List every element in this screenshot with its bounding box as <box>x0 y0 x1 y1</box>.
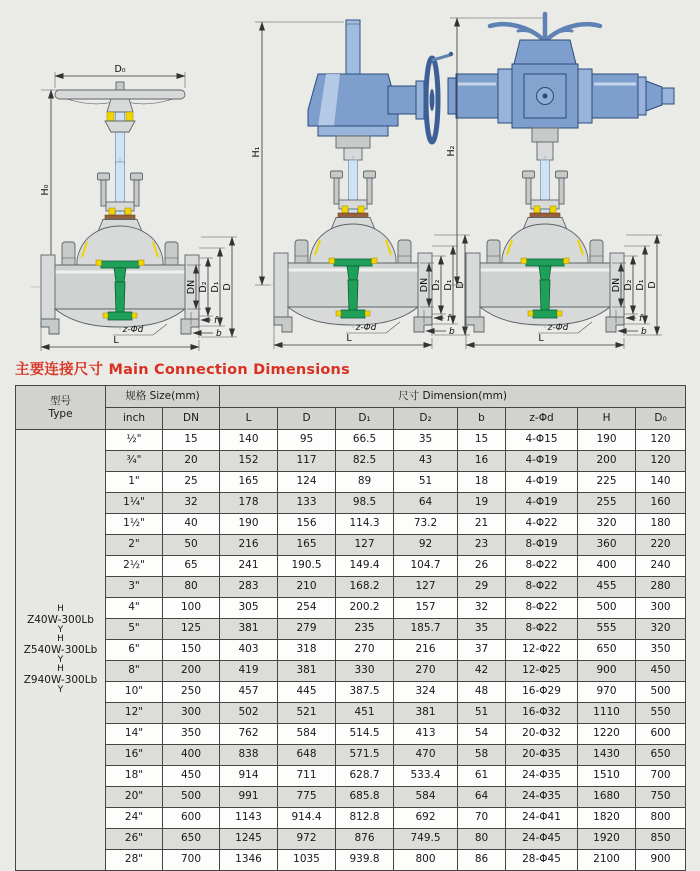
table-cell: 120 <box>636 451 686 472</box>
table-cell: 29 <box>458 577 506 598</box>
type-cell <box>16 430 106 871</box>
table-cell: 10" <box>106 682 163 703</box>
table-cell: 320 <box>636 619 686 640</box>
table-cell: 240 <box>636 556 686 577</box>
table-cell: 21 <box>458 514 506 535</box>
table-cell: 700 <box>636 766 686 787</box>
table-cell: 225 <box>578 472 636 493</box>
table-cell: 762 <box>220 724 278 745</box>
table-cell: 180 <box>636 514 686 535</box>
table-cell: 70 <box>458 808 506 829</box>
table-body <box>16 430 686 871</box>
header-l: L <box>220 408 278 430</box>
table-cell: 1510 <box>578 766 636 787</box>
table-cell: 1035 <box>278 850 336 871</box>
table-cell: 190 <box>220 514 278 535</box>
header-z-phi-d: z-Φd <box>506 408 578 430</box>
table-cell: 445 <box>278 682 336 703</box>
table-cell: 100 <box>163 598 220 619</box>
table-cell: 692 <box>394 808 458 829</box>
table-cell: 51 <box>394 472 458 493</box>
header-dn: DN <box>163 408 220 430</box>
table-cell: 15 <box>458 430 506 451</box>
table-cell: 914 <box>220 766 278 787</box>
table-cell: 330 <box>336 661 394 682</box>
table-cell: 4-Φ19 <box>506 493 578 514</box>
table-cell: 165 <box>220 472 278 493</box>
table-cell: 4-Φ19 <box>506 472 578 493</box>
table-cell: 1430 <box>578 745 636 766</box>
table-cell: 64 <box>394 493 458 514</box>
table-cell: 514.5 <box>336 724 394 745</box>
table-row <box>16 514 686 535</box>
table-cell: 300 <box>636 598 686 619</box>
table-cell: 200 <box>578 451 636 472</box>
table-cell: 16-Φ32 <box>506 703 578 724</box>
table-cell: 521 <box>278 703 336 724</box>
header-dimension-group: 尺寸 Dimension(mm) <box>220 386 686 408</box>
type-line: Y <box>57 655 64 665</box>
table-cell: 23 <box>458 535 506 556</box>
table-cell: 750 <box>636 787 686 808</box>
table-cell: 400 <box>163 745 220 766</box>
table-cell: 66.5 <box>336 430 394 451</box>
table-cell: 14" <box>106 724 163 745</box>
header-b: b <box>458 408 506 430</box>
table-cell: 250 <box>163 682 220 703</box>
gear-valve-drawing <box>248 12 470 352</box>
table-cell: 150 <box>163 640 220 661</box>
table-row <box>16 682 686 703</box>
table-cell: 37 <box>458 640 506 661</box>
table-cell: 381 <box>278 661 336 682</box>
table-cell: 160 <box>636 493 686 514</box>
table-cell: 648 <box>278 745 336 766</box>
table-cell: 25 <box>163 472 220 493</box>
table-cell: 700 <box>163 850 220 871</box>
table-cell: 550 <box>636 703 686 724</box>
table-row <box>16 703 686 724</box>
table-cell: 255 <box>578 493 636 514</box>
table-cell: 318 <box>278 640 336 661</box>
header-d: D <box>278 408 336 430</box>
table-cell: 1245 <box>220 829 278 850</box>
table-cell: 775 <box>278 787 336 808</box>
table-row <box>16 577 686 598</box>
table-cell: 584 <box>394 787 458 808</box>
table-cell: 387.5 <box>336 682 394 703</box>
table-cell: 98.5 <box>336 493 394 514</box>
table-cell: 24-Φ45 <box>506 829 578 850</box>
table-cell: 360 <box>578 535 636 556</box>
table-cell: 127 <box>336 535 394 556</box>
type-line: Z940W-300Lb <box>23 674 98 686</box>
table-cell: 61 <box>458 766 506 787</box>
table-cell: 28-Φ45 <box>506 850 578 871</box>
table-cell: 18 <box>458 472 506 493</box>
table-cell: 650 <box>636 745 686 766</box>
table-cell: 140 <box>636 472 686 493</box>
type-line: H <box>57 664 64 674</box>
table-cell: 711 <box>278 766 336 787</box>
table-cell: 500 <box>636 682 686 703</box>
table-cell: 140 <box>220 430 278 451</box>
table-cell: 8-Φ22 <box>506 556 578 577</box>
table-cell: 555 <box>578 619 636 640</box>
table-cell: 305 <box>220 598 278 619</box>
table-cell: 165 <box>278 535 336 556</box>
table-cell: 1¼" <box>106 493 163 514</box>
table-cell: 1920 <box>578 829 636 850</box>
table-cell: 200.2 <box>336 598 394 619</box>
table-header <box>16 386 686 430</box>
table-cell: 650 <box>578 640 636 661</box>
page-title: 主要连接尺寸 Main Connection Dimensions <box>15 362 350 378</box>
table-row <box>16 451 686 472</box>
table-cell: 8-Φ22 <box>506 598 578 619</box>
table-cell: 26" <box>106 829 163 850</box>
table-cell: 6" <box>106 640 163 661</box>
table-cell: 64 <box>458 787 506 808</box>
table-cell: 1" <box>106 472 163 493</box>
table-cell: 157 <box>394 598 458 619</box>
table-cell: 4-Φ19 <box>506 451 578 472</box>
table-cell: 800 <box>394 850 458 871</box>
table-cell: 270 <box>336 640 394 661</box>
table-cell: 12" <box>106 703 163 724</box>
header-size-group: 规格 Size(mm) <box>106 386 220 408</box>
table-row <box>16 850 686 871</box>
table-cell: 40 <box>163 514 220 535</box>
table-cell: 403 <box>220 640 278 661</box>
table-cell: 1346 <box>220 850 278 871</box>
table-cell: 270 <box>394 661 458 682</box>
table-cell: 216 <box>220 535 278 556</box>
table-cell: 20-Φ32 <box>506 724 578 745</box>
table-cell: 35 <box>458 619 506 640</box>
table-cell: 350 <box>163 724 220 745</box>
table-cell: 4-Φ22 <box>506 514 578 535</box>
table-cell: 117 <box>278 451 336 472</box>
table-cell: 42 <box>458 661 506 682</box>
handwheel <box>55 82 185 164</box>
table-cell: 939.8 <box>336 850 394 871</box>
table-cell: 24-Φ41 <box>506 808 578 829</box>
table-cell: 457 <box>220 682 278 703</box>
table-cell: 190.5 <box>278 556 336 577</box>
table-cell: 24" <box>106 808 163 829</box>
dimension-table <box>15 385 686 871</box>
table-row <box>16 808 686 829</box>
table-cell: 470 <box>394 745 458 766</box>
table-row <box>16 766 686 787</box>
table-cell: 900 <box>636 850 686 871</box>
table-cell: 8-Φ19 <box>506 535 578 556</box>
table-cell: 685.8 <box>336 787 394 808</box>
table-cell: 16 <box>458 451 506 472</box>
table-cell: 381 <box>394 703 458 724</box>
table-cell: 149.4 <box>336 556 394 577</box>
table-row <box>16 472 686 493</box>
electric-actuator <box>448 14 674 160</box>
table-cell: 650 <box>163 829 220 850</box>
table-cell: 80 <box>458 829 506 850</box>
table-cell: 850 <box>636 829 686 850</box>
handwheel-valve-drawing <box>15 62 243 354</box>
table-cell: 280 <box>636 577 686 598</box>
table-cell: 26 <box>458 556 506 577</box>
table-cell: 450 <box>636 661 686 682</box>
table-cell: 16-Φ29 <box>506 682 578 703</box>
table-cell: 24-Φ35 <box>506 787 578 808</box>
table-cell: 43 <box>394 451 458 472</box>
dim-label-d0: D₀ <box>114 64 126 75</box>
table-cell: 104.7 <box>394 556 458 577</box>
type-line: Z40W-300Lb <box>27 614 94 626</box>
table-cell: 413 <box>394 724 458 745</box>
table-cell: 20-Φ35 <box>506 745 578 766</box>
type-line: Y <box>57 685 64 695</box>
table-cell: 8-Φ22 <box>506 577 578 598</box>
table-cell: 216 <box>394 640 458 661</box>
table-row <box>16 430 686 451</box>
table-cell: 73.2 <box>394 514 458 535</box>
table-cell: 1143 <box>220 808 278 829</box>
header-d1: D₁ <box>336 408 394 430</box>
table-cell: 500 <box>578 598 636 619</box>
table-cell: 8-Φ22 <box>506 619 578 640</box>
table-row <box>16 724 686 745</box>
table-row <box>16 598 686 619</box>
table-cell: 120 <box>636 430 686 451</box>
table-cell: 419 <box>220 661 278 682</box>
table-cell: 92 <box>394 535 458 556</box>
table-cell: 51 <box>458 703 506 724</box>
table-cell: 455 <box>578 577 636 598</box>
table-cell: 210 <box>278 577 336 598</box>
table-cell: 254 <box>278 598 336 619</box>
table-cell: 2" <box>106 535 163 556</box>
table-cell: 628.7 <box>336 766 394 787</box>
table-cell: 235 <box>336 619 394 640</box>
table-cell: 50 <box>163 535 220 556</box>
table-cell: 20" <box>106 787 163 808</box>
header-h: H <box>578 408 636 430</box>
header-type: 型号 Type <box>16 386 106 430</box>
type-line: H <box>57 604 64 614</box>
type-line: Y <box>57 625 64 635</box>
table-row <box>16 745 686 766</box>
table-cell: 749.5 <box>394 829 458 850</box>
table-cell: 220 <box>636 535 686 556</box>
table-cell: 450 <box>163 766 220 787</box>
table-cell: 48 <box>458 682 506 703</box>
electric-valve-drawing <box>440 6 700 352</box>
table-cell: 500 <box>163 787 220 808</box>
table-cell: 1680 <box>578 787 636 808</box>
type-line: H <box>57 634 64 644</box>
table-cell: 533.4 <box>394 766 458 787</box>
table-cell: 35 <box>394 430 458 451</box>
table-cell: 970 <box>578 682 636 703</box>
table-cell: 991 <box>220 787 278 808</box>
table-row <box>16 493 686 514</box>
dim-label-h2: H₂ <box>446 145 457 157</box>
header-inch: inch <box>106 408 163 430</box>
table-cell: 1220 <box>578 724 636 745</box>
table-cell: 15 <box>163 430 220 451</box>
table-cell: 324 <box>394 682 458 703</box>
table-cell: 5" <box>106 619 163 640</box>
table-cell: 800 <box>636 808 686 829</box>
table-cell: 156 <box>278 514 336 535</box>
type-line: Z540W-300Lb <box>23 644 98 656</box>
table-row <box>16 640 686 661</box>
table-cell: 283 <box>220 577 278 598</box>
table-cell: 24-Φ35 <box>506 766 578 787</box>
table-cell: 127 <box>394 577 458 598</box>
table-cell: 114.3 <box>336 514 394 535</box>
table-cell: 400 <box>578 556 636 577</box>
table-cell: 2½" <box>106 556 163 577</box>
table-cell: 600 <box>163 808 220 829</box>
table-cell: 58 <box>458 745 506 766</box>
table-cell: 12-Φ22 <box>506 640 578 661</box>
table-cell: 4-Φ15 <box>506 430 578 451</box>
table-cell: 190 <box>578 430 636 451</box>
table-cell: 185.7 <box>394 619 458 640</box>
table-cell: 80 <box>163 577 220 598</box>
table-cell: 1110 <box>578 703 636 724</box>
table-cell: 241 <box>220 556 278 577</box>
dim-label-h0: H₀ <box>40 184 51 196</box>
table-cell: 3" <box>106 577 163 598</box>
table-cell: 600 <box>636 724 686 745</box>
dim-label-h1: H₁ <box>251 146 262 158</box>
table-row <box>16 556 686 577</box>
table-cell: ½" <box>106 430 163 451</box>
table-cell: ¾" <box>106 451 163 472</box>
table-cell: 28" <box>106 850 163 871</box>
table-row <box>16 787 686 808</box>
table-cell: 812.8 <box>336 808 394 829</box>
table-cell: 32 <box>163 493 220 514</box>
table-cell: 178 <box>220 493 278 514</box>
table-cell: 54 <box>458 724 506 745</box>
table-cell: 32 <box>458 598 506 619</box>
table-cell: 89 <box>336 472 394 493</box>
table-cell: 86 <box>458 850 506 871</box>
table-cell: 200 <box>163 661 220 682</box>
table-cell: 451 <box>336 703 394 724</box>
table-cell: 381 <box>220 619 278 640</box>
table-cell: 168.2 <box>336 577 394 598</box>
table-row <box>16 619 686 640</box>
table-cell: 876 <box>336 829 394 850</box>
table-cell: 82.5 <box>336 451 394 472</box>
table-cell: 18" <box>106 766 163 787</box>
table-cell: 95 <box>278 430 336 451</box>
table-cell: 279 <box>278 619 336 640</box>
table-cell: 20 <box>163 451 220 472</box>
table-cell: 350 <box>636 640 686 661</box>
table-cell: 19 <box>458 493 506 514</box>
table-row <box>16 829 686 850</box>
table-cell: 65 <box>163 556 220 577</box>
gear-operator <box>308 20 453 160</box>
table-row <box>16 661 686 682</box>
table-cell: 125 <box>163 619 220 640</box>
table-cell: 320 <box>578 514 636 535</box>
table-cell: 12-Φ25 <box>506 661 578 682</box>
table-cell: 4" <box>106 598 163 619</box>
table-cell: 300 <box>163 703 220 724</box>
table-cell: 838 <box>220 745 278 766</box>
table-cell: 2100 <box>578 850 636 871</box>
table-cell: 502 <box>220 703 278 724</box>
valve-drawings-panel <box>0 0 700 356</box>
table-cell: 914.4 <box>278 808 336 829</box>
table-cell: 133 <box>278 493 336 514</box>
table-cell: 8" <box>106 661 163 682</box>
table-cell: 571.5 <box>336 745 394 766</box>
table-cell: 972 <box>278 829 336 850</box>
header-d2: D₂ <box>394 408 458 430</box>
header-d0: D₀ <box>636 408 686 430</box>
table-cell: 1820 <box>578 808 636 829</box>
table-cell: 152 <box>220 451 278 472</box>
table-cell: 124 <box>278 472 336 493</box>
table-cell: 900 <box>578 661 636 682</box>
table-cell: 1½" <box>106 514 163 535</box>
table-row <box>16 535 686 556</box>
table-cell: 584 <box>278 724 336 745</box>
table-cell: 16" <box>106 745 163 766</box>
